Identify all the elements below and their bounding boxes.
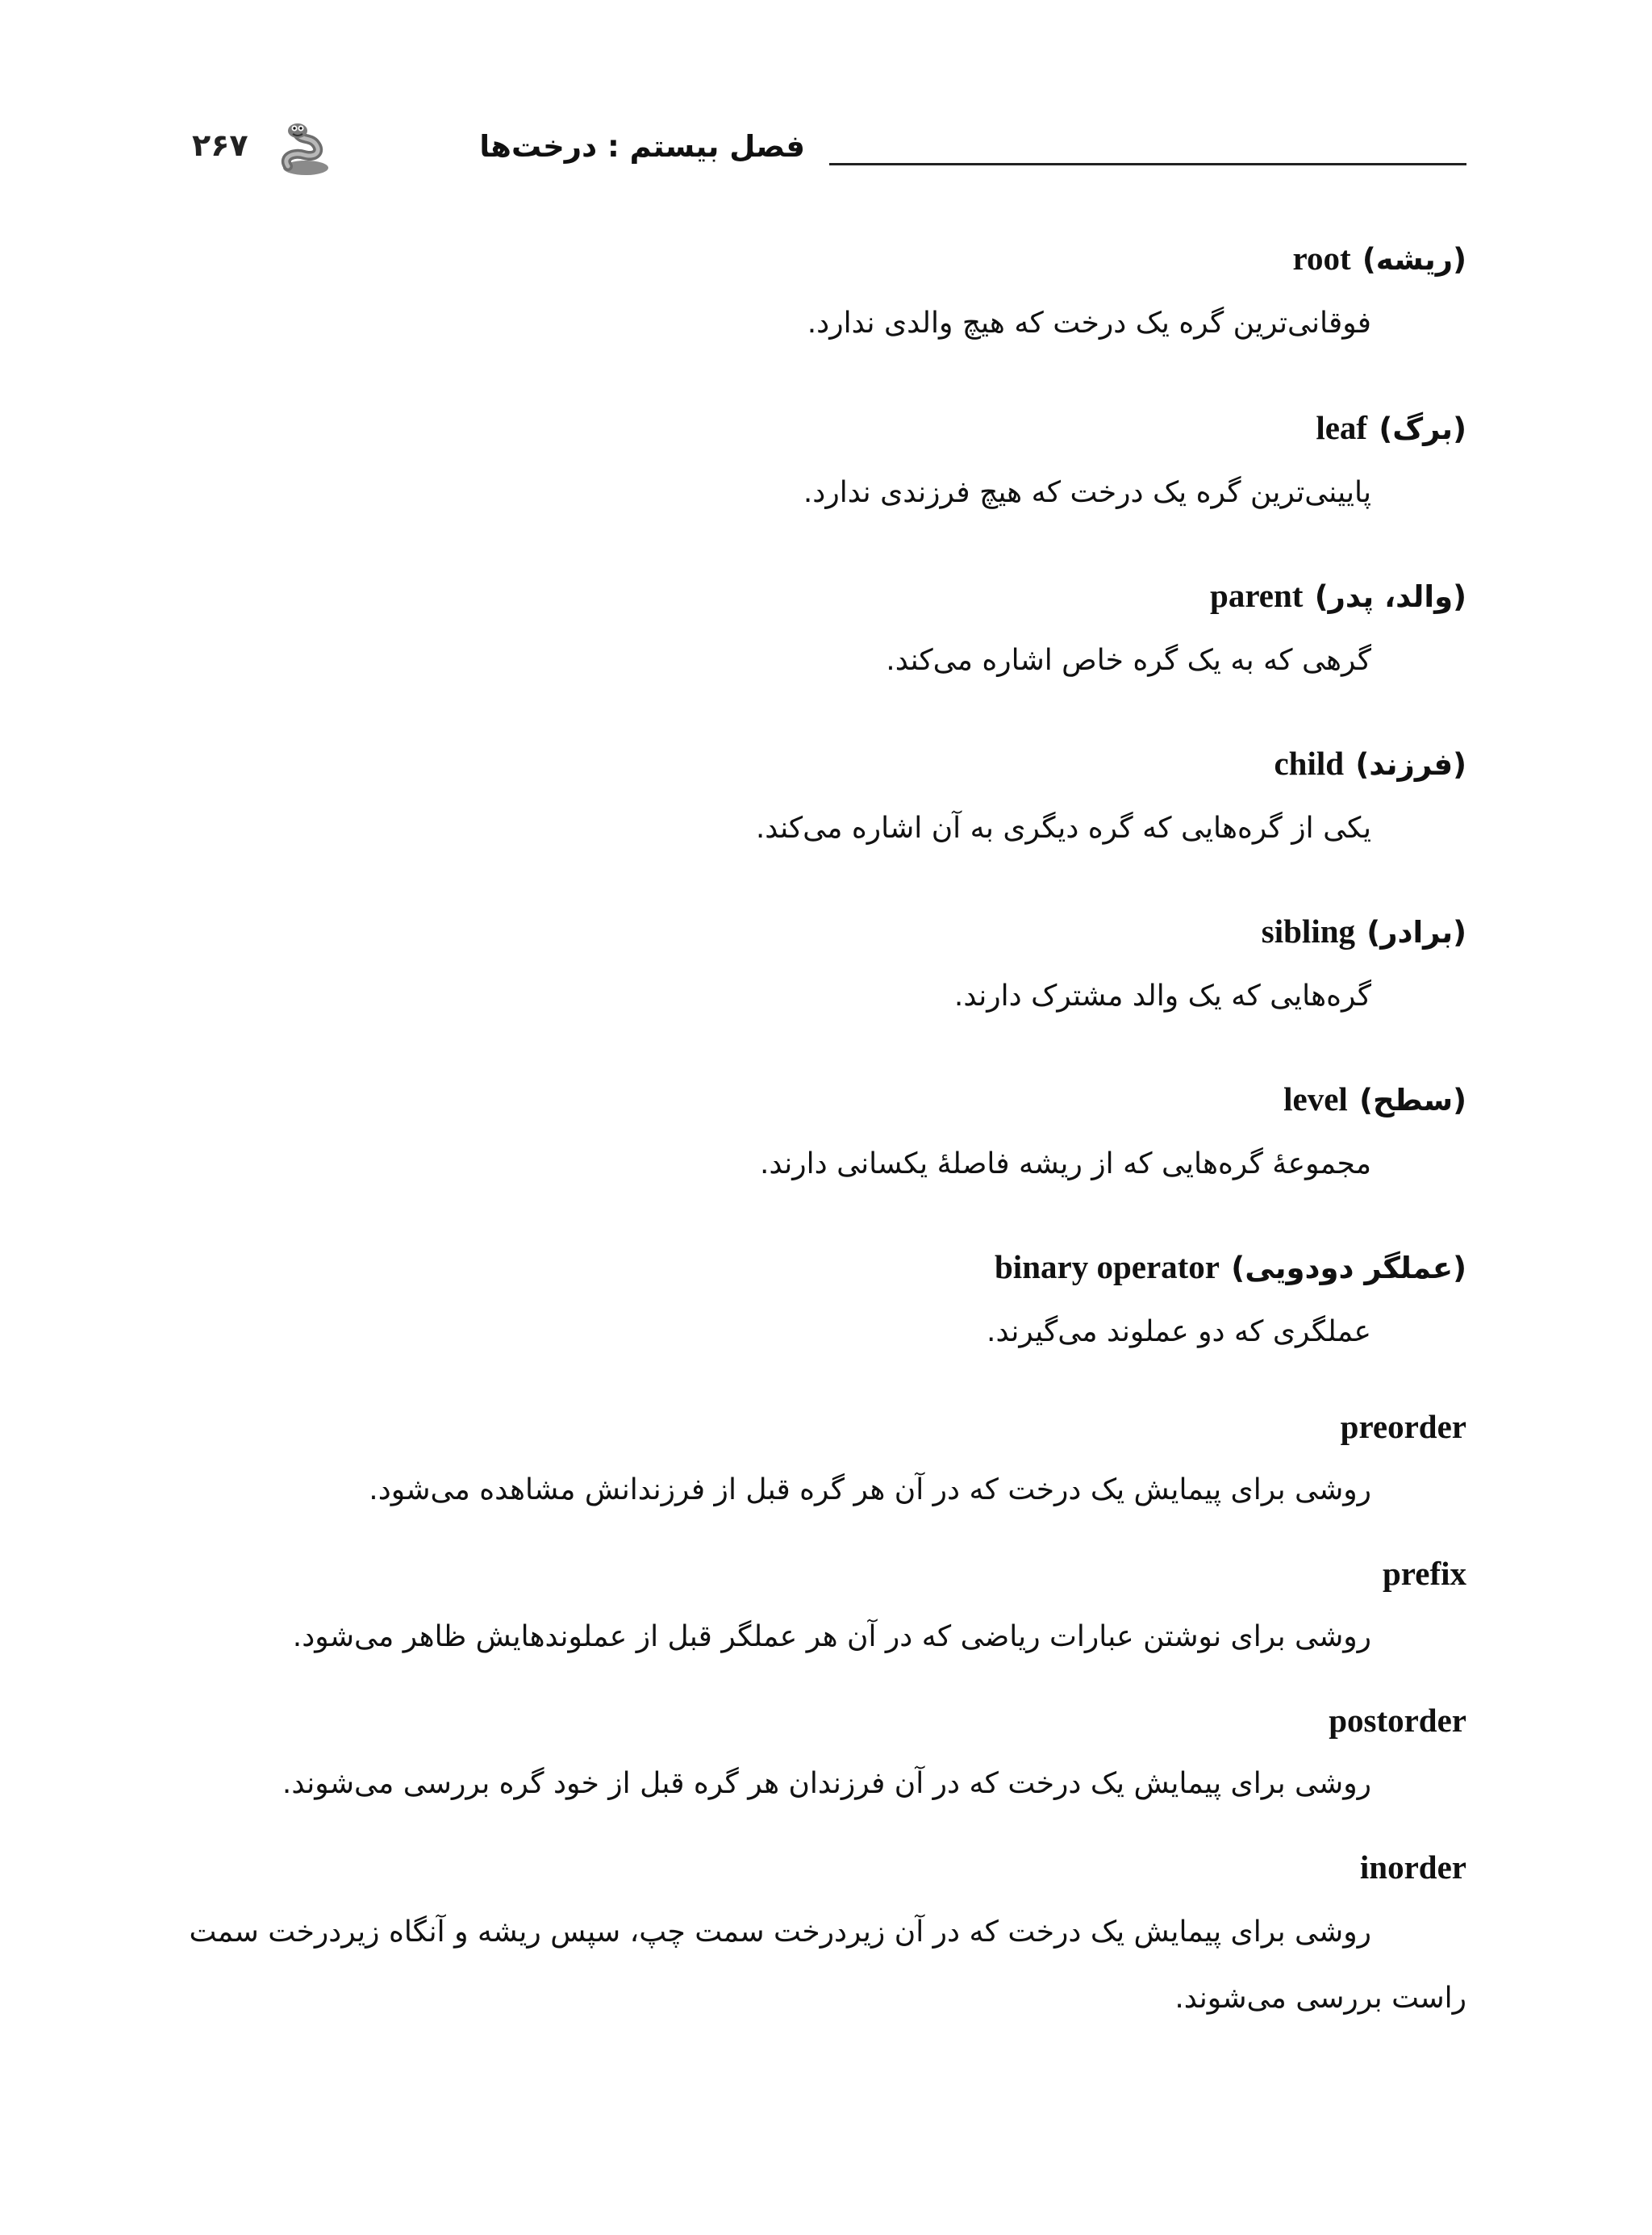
term-english: postorder — [1329, 1702, 1466, 1739]
glossary-entry-root — [186, 234, 1466, 355]
term-english: prefix — [1382, 1555, 1466, 1592]
term-persian: (سطح) — [1359, 1083, 1466, 1118]
term-persian: (برگ) — [1379, 411, 1466, 446]
header-rule — [829, 163, 1466, 165]
term-definition: روشی برای پیمایش یک درخت که در آن فرزندان هر گره قبل از خود گره بررسی می‌شوند. — [282, 1767, 1371, 1800]
term-heading — [186, 234, 1466, 284]
term-definition: گره‌هایی که یک والد مشترک دارند. — [953, 980, 1371, 1013]
glossary-entry-leaf — [186, 403, 1466, 524]
term-persian: (فرزند) — [1355, 747, 1466, 782]
snake-mascot-icon — [277, 121, 333, 178]
term-english: root — [1292, 240, 1351, 277]
term-definition: روشی برای پیمایش یک درخت که در آن زیردرخت سمت چپ، سپس ریشه و آنگاه زیردرخت سمت راست بررسی می‌شوند. — [189, 1915, 1466, 2015]
term-definition: عملگری که دو عملوند می‌گیرند. — [987, 1315, 1371, 1348]
term-definition: گرهی که به یک گره خاص اشاره می‌کند. — [886, 644, 1371, 677]
page-header — [192, 121, 1466, 186]
term-heading — [186, 907, 1466, 957]
term-definition: روشی برای پیمایش یک درخت که در آن هر گره قبل از فرزندانش مشاهده می‌شود. — [369, 1473, 1371, 1506]
term-persian: (والد، پدر) — [1314, 579, 1466, 614]
term-english: level — [1283, 1080, 1348, 1118]
term-english: binary operator — [995, 1248, 1220, 1285]
term-heading — [186, 1243, 1466, 1293]
term-english: parent — [1210, 577, 1304, 614]
glossary-entry-preorder — [186, 1402, 1466, 1522]
glossary-entry-postorder — [186, 1696, 1466, 1815]
term-english: preorder — [1340, 1408, 1466, 1445]
glossary-entry-binary-operator — [186, 1243, 1466, 1364]
glossary-entry-child — [186, 739, 1466, 860]
term-english: leaf — [1316, 409, 1368, 446]
glossary-entry-parent — [186, 571, 1466, 692]
term-english: inorder — [1359, 1849, 1466, 1886]
term-persian: (ریشه) — [1362, 242, 1466, 277]
glossary-entry-sibling — [186, 907, 1466, 1028]
term-definition: روشی برای نوشتن عبارات ریاضی که در آن هر عملگر قبل از عملوندهایش ظاهر می‌شود. — [292, 1620, 1371, 1653]
chapter-title: فصل بیستم : درخت‌ها — [479, 129, 805, 164]
term-heading — [186, 1075, 1466, 1125]
term-heading — [186, 571, 1466, 621]
term-definition: مجموعهٔ گره‌هایی که از ریشه فاصلهٔ یکسانی دارند. — [759, 1147, 1371, 1180]
term-heading — [186, 403, 1466, 453]
term-heading — [186, 1549, 1466, 1598]
term-heading — [186, 1843, 1466, 1891]
glossary-entry-prefix — [186, 1549, 1466, 1669]
term-english: sibling — [1261, 913, 1356, 950]
term-persian: (عملگر دودویی) — [1231, 1251, 1466, 1285]
term-heading — [186, 1696, 1466, 1744]
term-heading — [186, 1402, 1466, 1451]
term-definition: یکی از گره‌هایی که گره دیگری به آن اشاره می‌کند. — [755, 812, 1371, 845]
term-definition: پایینی‌ترین گره یک درخت که هیچ فرزندی ندارد. — [803, 476, 1371, 509]
term-heading — [186, 739, 1466, 789]
glossary-entry-inorder — [186, 1843, 1466, 2032]
term-persian: (برادر) — [1366, 915, 1466, 950]
term-definition: فوقانی‌ترین گره یک درخت که هیچ والدی ندارد. — [807, 307, 1371, 340]
page-number: ۲۶۷ — [192, 127, 248, 163]
glossary-entry-level — [186, 1075, 1466, 1196]
term-english: child — [1274, 745, 1345, 782]
